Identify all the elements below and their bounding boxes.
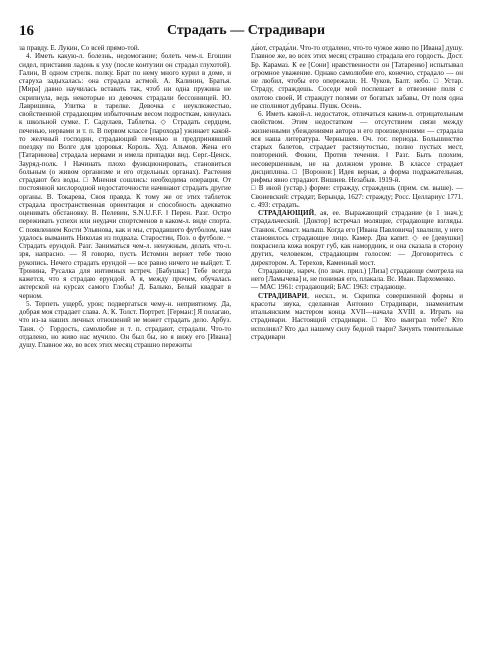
entry-paragraph [19, 300, 231, 350]
paragraph-text: , ая, ее. Выражающий страдание (в 1 знач.); страдальческий. [Доктор] встречал молящие, страдающие взгляды. Станюк. Севаст. малыш. Когда его [Ивана Павловича] хвалили, у него становилось страдающее лицо. Камер. Два капит. ◇ ее [девушки] покраснела кожа вокруг губ, как намордник, и она сказала в сторону других, человеком, страдающим голосом: — Договоритесь с директором. А. Терехов, Каменный мост. [251, 209, 463, 267]
entry-paragraph [251, 184, 463, 209]
entry-paragraph [19, 44, 231, 52]
dictionary-entry [251, 209, 463, 267]
entry-paragraph [251, 44, 463, 110]
headword: СТРАДИВАРИ [258, 291, 308, 300]
headword: СТРАДАЮЩИЙ [258, 209, 315, 217]
page-header [19, 0, 463, 44]
paragraph-text: , нескл., м. Скрипка совершенной формы и красоты звука, сделанная Антонио Страдивари, знаменитым итальянским мастером конца XVII—начала XVIII в. Играть на страдивари. Настоящий страдивари. □ Кто выиграл тебе? Кто исполнял? Кто дал нашему силу бедной твари? Зачуять томительные страдивари [251, 291, 463, 341]
paragraph-text: да́ют, страда́ли. Что-то отдалено, что-то чужое живо по [Ивана] душу. Главное же, во всех этих месяц страшно страдала его гордость. Дост. Бр. Карамаз. К ее [Сони] нравственности он [Татаренко] испытывал огромное уважение. Однако самолюбие его, конечно, страдало — он не любил, чтобы его опережали. Н. Чуков, Балт. небо. □ Устар. Страду, страждешь. Соседи мой поспешает в отвезение поля с охотою своей, И страждут полями от богатых забавы, От поля одна не сполняют дубравы. Пушк. Осень. [251, 44, 463, 110]
right-column [251, 44, 463, 349]
entry-paragraph [251, 110, 463, 184]
paragraph-text: за правду. Е. Лукин, Со всей прямо-той. [19, 44, 140, 52]
left-column [19, 44, 231, 349]
paragraph-text: □ В иной (устар.) форме: стражду, страждешь (прим. см. выше). — Своиевский: страдат; Берында, 1627: стражду; Росс. Целлариус 1771. с. 493: страдать. [251, 184, 463, 209]
dictionary-entry [251, 292, 463, 342]
entry-paragraph [19, 52, 231, 300]
entry-paragraph [251, 267, 463, 284]
running-head: Страдать — Страдивари [166, 23, 326, 38]
paragraph-text: — МАС 1961: страдающий; БАС 1963: страдающе. [251, 283, 406, 292]
text-columns [19, 44, 463, 349]
paragraph-text: Страдающе, нареч. (по знач. прил.) [Лиза] страдающе смотрела на него [Ламычева] и, не понимая его, плакала. Вс. Иван. Пархоменко. [251, 266, 463, 283]
paragraph-text: 5. Терпеть ущерб, урон; подвергаться чему-н. неприятному. Да, добрая моя страдает слава. А. К. Толст. Портрет. [Герман:] Я полагаю, что из-за наших личных отношений не может страдать дело. Арбуз. Таня. ◇ Гордость, самолюбие и т. п. страдают, страдали. Что-то отдалено, но живо нас мучило. Он был бы, но я вижу его [Ивана] душу. Главное же, во всех этих месяц страшно пережиты [19, 299, 231, 349]
paragraph-text: 6. Иметь какой-л. недостаток, отличаться каким-л. отрицательным свойством. Этим недостатком — отсутствием связи между жизненными убеждениями автора и его произведениями — страдала вся наша литература. Чернышев. Оч. гог. периода. Большинство старых балетов, страдает растянутостью, полно пустых мест, повторений. Фокин, Против течения. ‖ Разг. Быть плохим, несовершенным, не на должном уровне. В классе страдает дисциплина. □ [Воронов:] Идея верная, а форма подражательная, рифмы явно страдают. Вишнев. Незабыв. 1919-й. [251, 110, 463, 184]
paragraph-text: 4. Иметь какую-л. болезнь, недомогание; болеть чем-л. Егошин сидел, приставив ладонь к уху (после контузии он страдал глухотой). Галин, В одном стрелк. полку. Брат по нему много курил в доме, и старуха задыхалась: она страдала астмой. А. Калинин, Братья. [Мира] давно научилась вставать так, чтоб ни одна пружина не скрипнула, ведь некоторые из девочек страдали бессонницей. Ю. Лавришина, Улитка в тарелке. Девочка с неуклюжестью, свойственной страдающим избыточным весом подросткам, кинулась к школьной сумке. Г. Садулаев, Таблетка. ◇ Страдать сердцем, печенью, нервами и т. п. В первом классе [парохода] ужинает какой-то желчный господин, страдающий печенью и предпринявший поездку по Волге для здоровья. Король. Худ. Альмов. Жена его [Татаринова] страдала нервами и имела припадки вид. Серг.-Ценск. Зауряд-полк. ‖ Начинать плохо функционировать, становиться больным (о живом организме и его отдельных органах). Растения страдают без воды. □ Мнения сошлись: необходима операция. От постоянной кислородной недостаточности начинают страдать другие органы. В. Токарева, Своя правда. К тому же от этих таблеток страдала пространственная ориентация и способность адекватно оценивать обстановку. В. Пелевин, S.N.U.F.F. ‖ Перен. Разг. Остро переживать успехи или неудачи спортсменов в каком-л. виде спорта. С появлением Кости Ульянова, как и мы, страдавшего футболом, нам удалось выманить Николая из подвала. Старостин, Поэ. о футболе. ~ Страдать ерундой. Разг. Заниматься чем-л. ненужным, делать что-л. зря, напрасно. — Я говорю, пусть Истомин вернет тебе твою рукопись. Нечего страдать ерундой — все равно ничего не выйдет. Т. Тронина, Русалка для интимных встреч. [Бабушка:] Тебе всегда кажется, что я страдаю ерундой. А я, между прочим, обучалась актерской на курсах самого Глобы! Д. Балыко, Белый квадрат в черном. [19, 52, 231, 300]
page-number: 16 [19, 23, 34, 39]
entry-paragraph [251, 283, 463, 291]
